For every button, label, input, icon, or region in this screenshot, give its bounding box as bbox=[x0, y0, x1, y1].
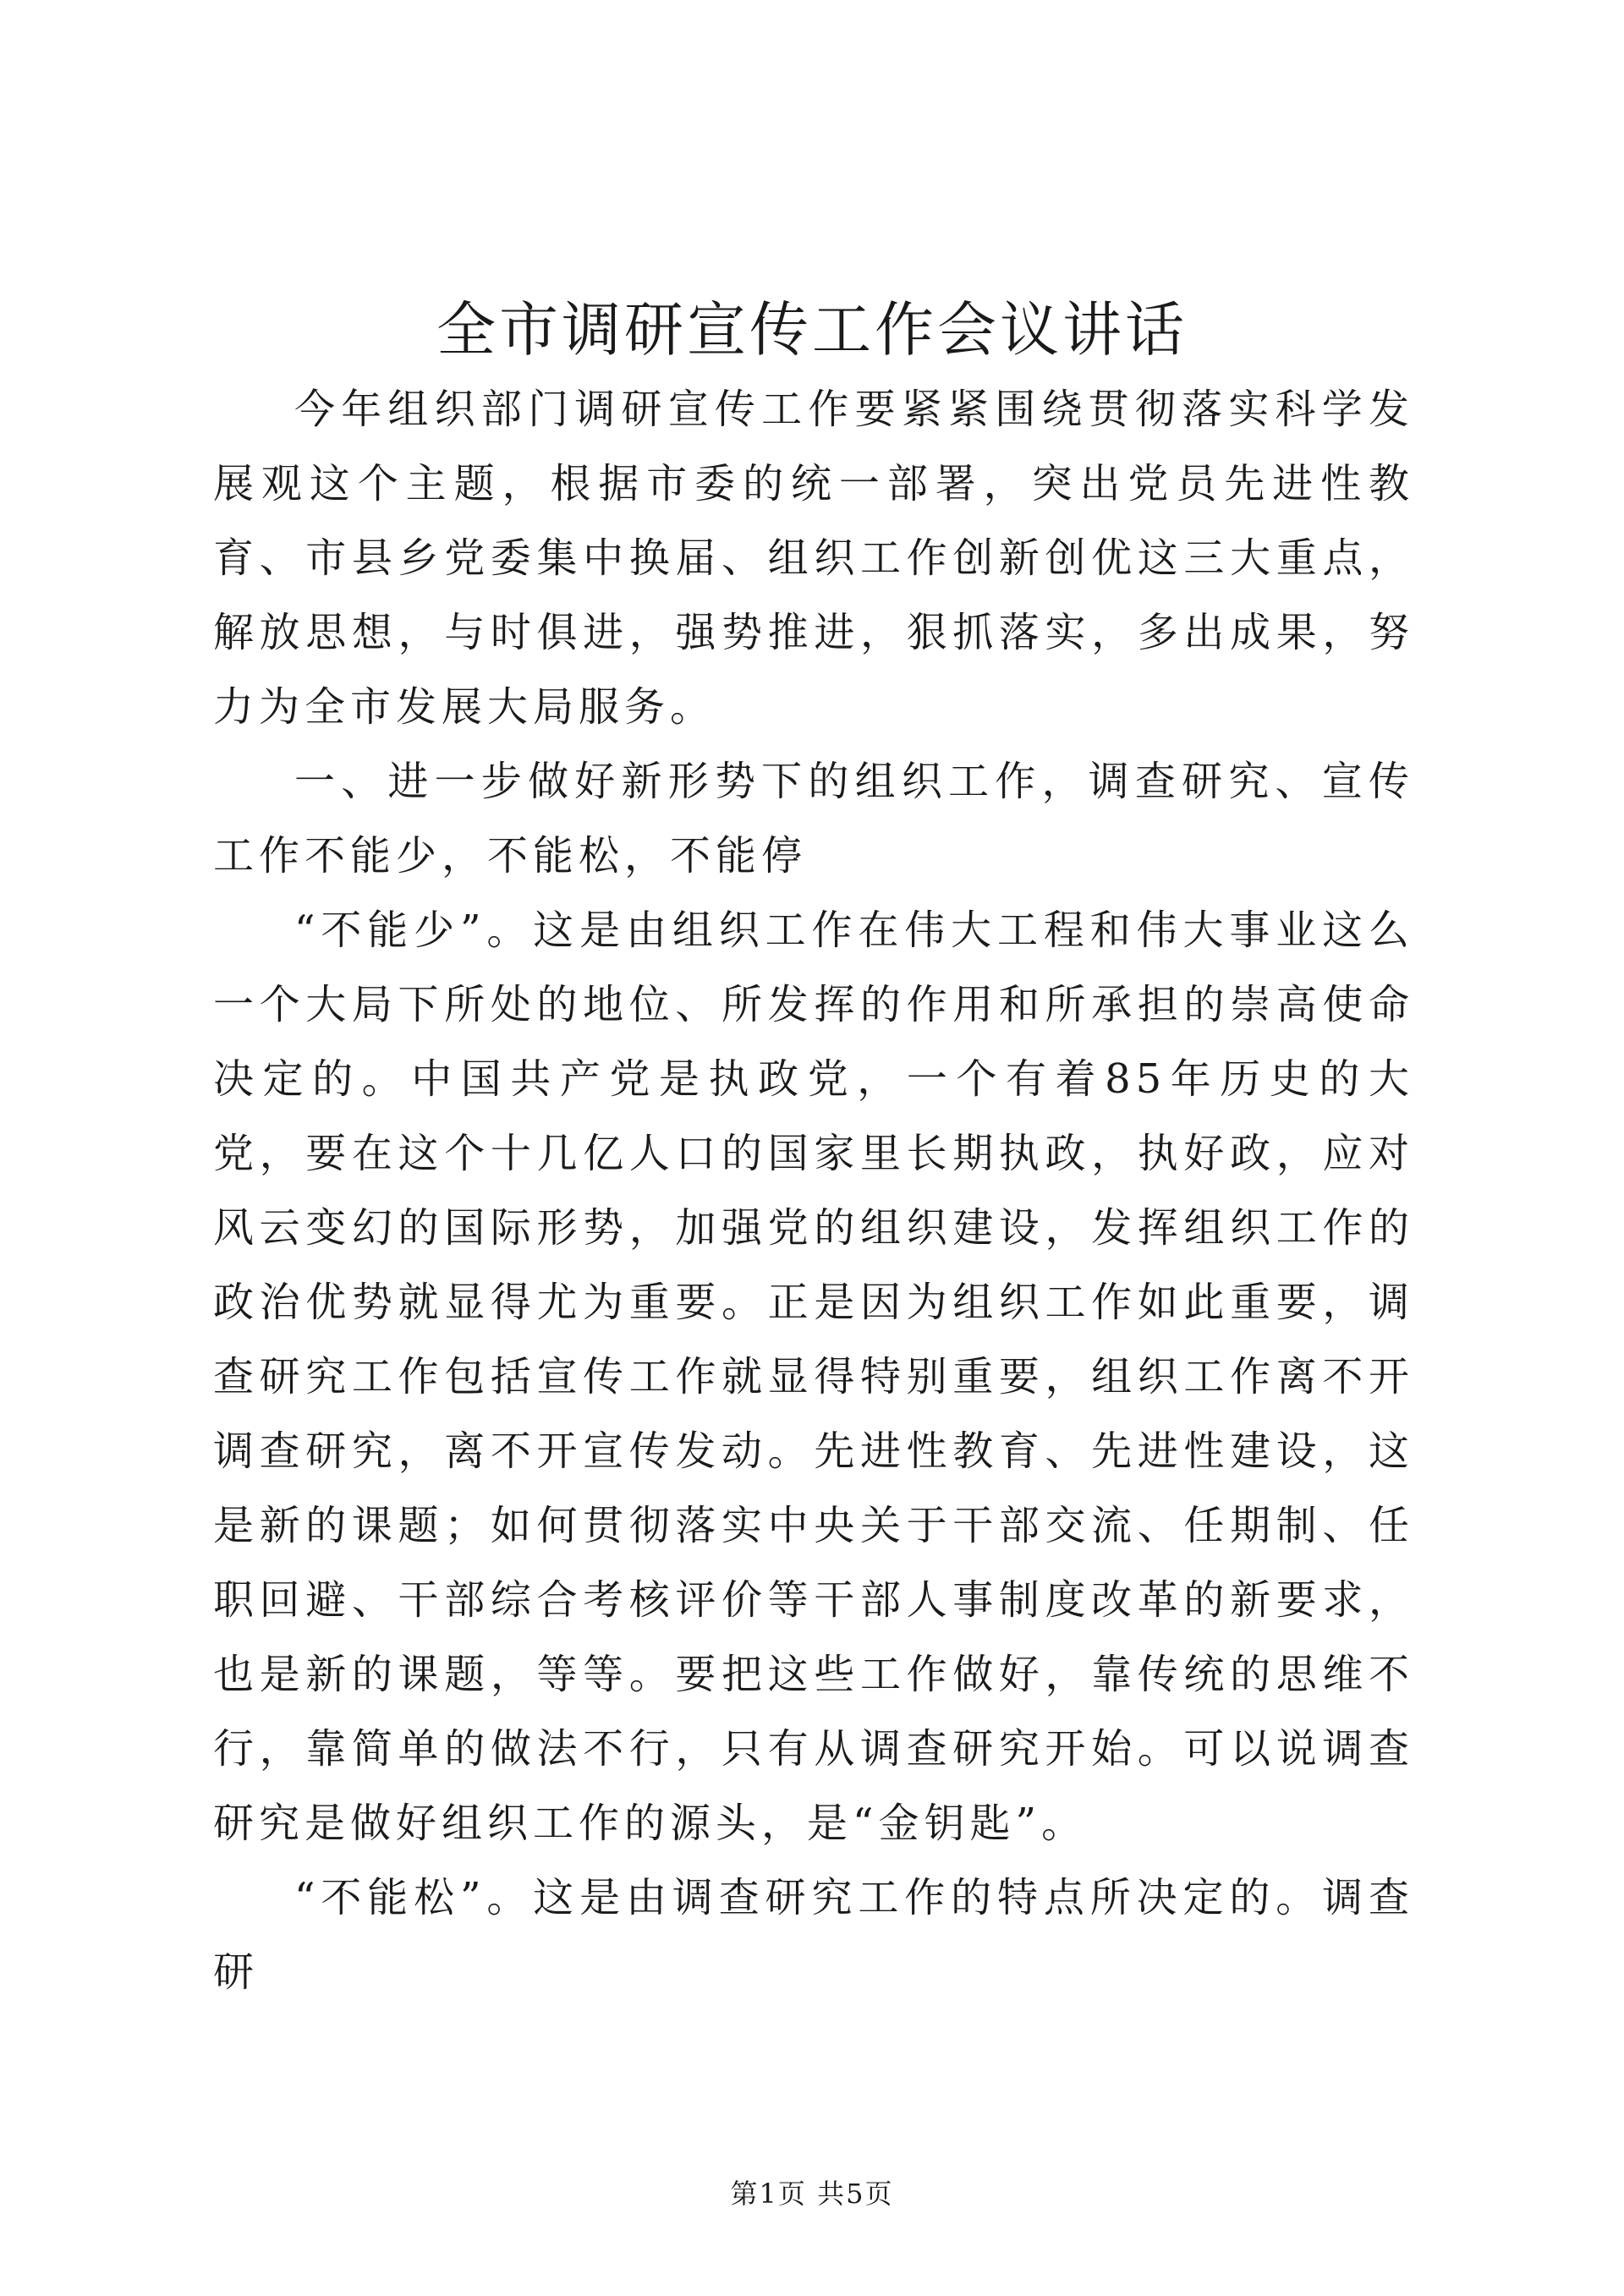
document-body bbox=[213, 372, 1414, 2009]
paragraph-bu-neng-song: “不能松”。这是由调查研究工作的特点所决定的。调查研 bbox=[213, 1874, 1414, 1996]
paragraph-bu-neng-shao: “不能少”。这是由组织工作在伟大工程和伟大事业这么一个大局下所处的地位、所发挥的作用和所承担的崇高使命决定的。中国共产党是执政党，一个有着85年历史的大党，要在这个十几亿人口的国家里长期执政，执好政，应对风云变幻的国际形势，加强党的组织建设，发挥组织工作的政治优势就显得尤为重要。正是因为组织工作如此重要，调查研究工作包括宣传工作就显得特别重要，组织工作离不开调查研究，离不开宣传发动。先进性教育、先进性建设，这是新的课题；如何贯彻落实中央关于干部交流、任期制、任职回避、干部综合考核评价等干部人事制度改革的新要求，也是新的课题，等等。要把这些工作做好，靠传统的思维不行，靠简单的做法不行，只有从调查研究开始。可以说调查研究是做好组织工作的源头，是“金钥匙”。 bbox=[213, 907, 1414, 1847]
page-number-footer: 第1页 共5页 bbox=[730, 2178, 894, 2210]
paragraph-intro: 今年组织部门调研宣传工作要紧紧围绕贯彻落实科学发展观这个主题，根据市委的统一部署，突出党员先进性教育、市县乡党委集中换届、组织工作创新创优这三大重点，解放思想，与时俱进，强势推进，狠抓落实，多出成果，努力为全市发展大局服务。 bbox=[213, 386, 1414, 731]
section-heading-1: 一、进一步做好新形势下的组织工作，调查研究、宣传工作不能少，不能松，不能停 bbox=[213, 758, 1414, 879]
document-title: 全市调研宣传工作会议讲话 bbox=[436, 295, 1188, 364]
